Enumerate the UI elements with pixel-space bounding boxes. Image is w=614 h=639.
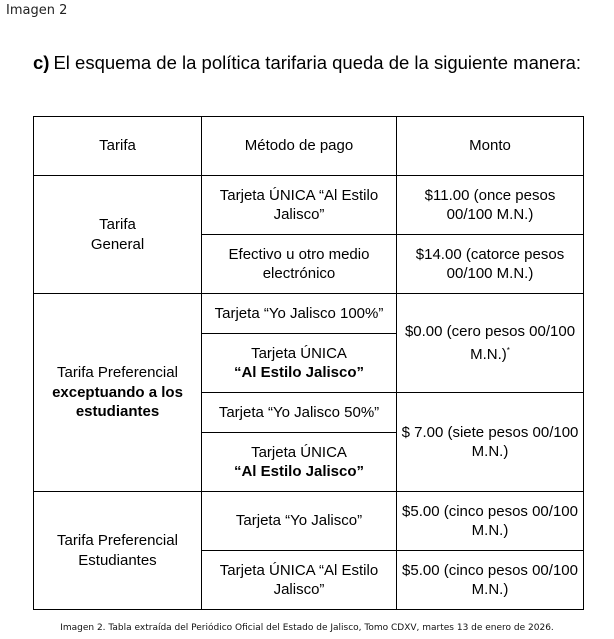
metodo-cell: Efectivo u otro medio electrónico bbox=[202, 235, 397, 294]
header-monto: Monto bbox=[397, 117, 584, 176]
metodo-bold-text: “Al Estilo Jalisco” bbox=[233, 364, 365, 381]
metodo-normal-text: Tarjeta ÚNICA bbox=[251, 443, 347, 461]
section-heading bbox=[33, 53, 583, 73]
metodo-cell: Tarjeta ÚNICA “Al Estilo Jalisco” bbox=[202, 551, 397, 610]
table-header-row bbox=[34, 117, 584, 176]
metodo-cell: Tarjeta ÚNICA “Al Estilo Jalisco” bbox=[202, 176, 397, 235]
metodo-cell bbox=[202, 334, 397, 393]
metodo-cell bbox=[202, 433, 397, 492]
image-label: Imagen 2 bbox=[6, 3, 68, 18]
footnote-mark: * bbox=[506, 346, 510, 355]
table-row bbox=[34, 176, 584, 235]
tarifa-general-cell bbox=[34, 176, 202, 294]
metodo-bold-text: “Al Estilo Jalisco” bbox=[233, 463, 365, 480]
section-text: El esquema de la política tarifaria queda de la siguiente manera: bbox=[53, 52, 582, 73]
tarifa-preferencial-label: Tarifa Preferencial bbox=[57, 364, 178, 382]
monto-text: $0.00 (cero pesos 00/100 M.N.) bbox=[404, 322, 576, 363]
figure-caption: Imagen 2. Tabla extraída del Periódico Oficial del Estado de Jalisco, Tomo CDXV, martes 13 de enero de 2026. bbox=[60, 623, 554, 633]
tarifa-general-line2: General bbox=[90, 235, 145, 253]
tarifa-general-line1: Tarifa bbox=[99, 216, 136, 233]
monto-cell: $14.00 (catorce pesos 00/100 M.N.) bbox=[397, 235, 584, 294]
table-row bbox=[34, 492, 584, 551]
tarifa-preferencial-cell bbox=[34, 294, 202, 492]
monto-cell bbox=[397, 294, 584, 393]
monto-cell: $11.00 (once pesos 00/100 M.N.) bbox=[397, 176, 584, 235]
metodo-cell: Tarjeta “Yo Jalisco” bbox=[202, 492, 397, 551]
section-letter: c) bbox=[33, 52, 50, 73]
table-row bbox=[34, 294, 584, 334]
monto-cell: $ 7.00 (siete pesos 00/100 M.N.) bbox=[397, 393, 584, 492]
tarifa-preferencial-exception: exceptuando a los estudiantes bbox=[52, 383, 183, 421]
metodo-cell: Tarjeta “Yo Jalisco 100%” bbox=[202, 294, 397, 334]
tariff-table bbox=[33, 116, 584, 610]
monto-cell: $5.00 (cinco pesos 00/100 M.N.) bbox=[397, 492, 584, 551]
metodo-normal-text: Tarjeta ÚNICA bbox=[251, 344, 347, 362]
header-metodo: Método de pago bbox=[202, 117, 397, 176]
monto-cell: $5.00 (cinco pesos 00/100 M.N.) bbox=[397, 551, 584, 610]
header-tarifa: Tarifa bbox=[34, 117, 202, 176]
metodo-cell: Tarjeta “Yo Jalisco 50%” bbox=[202, 393, 397, 433]
tarifa-estudiantes-cell: Tarifa Preferencial Estudiantes bbox=[34, 492, 202, 610]
